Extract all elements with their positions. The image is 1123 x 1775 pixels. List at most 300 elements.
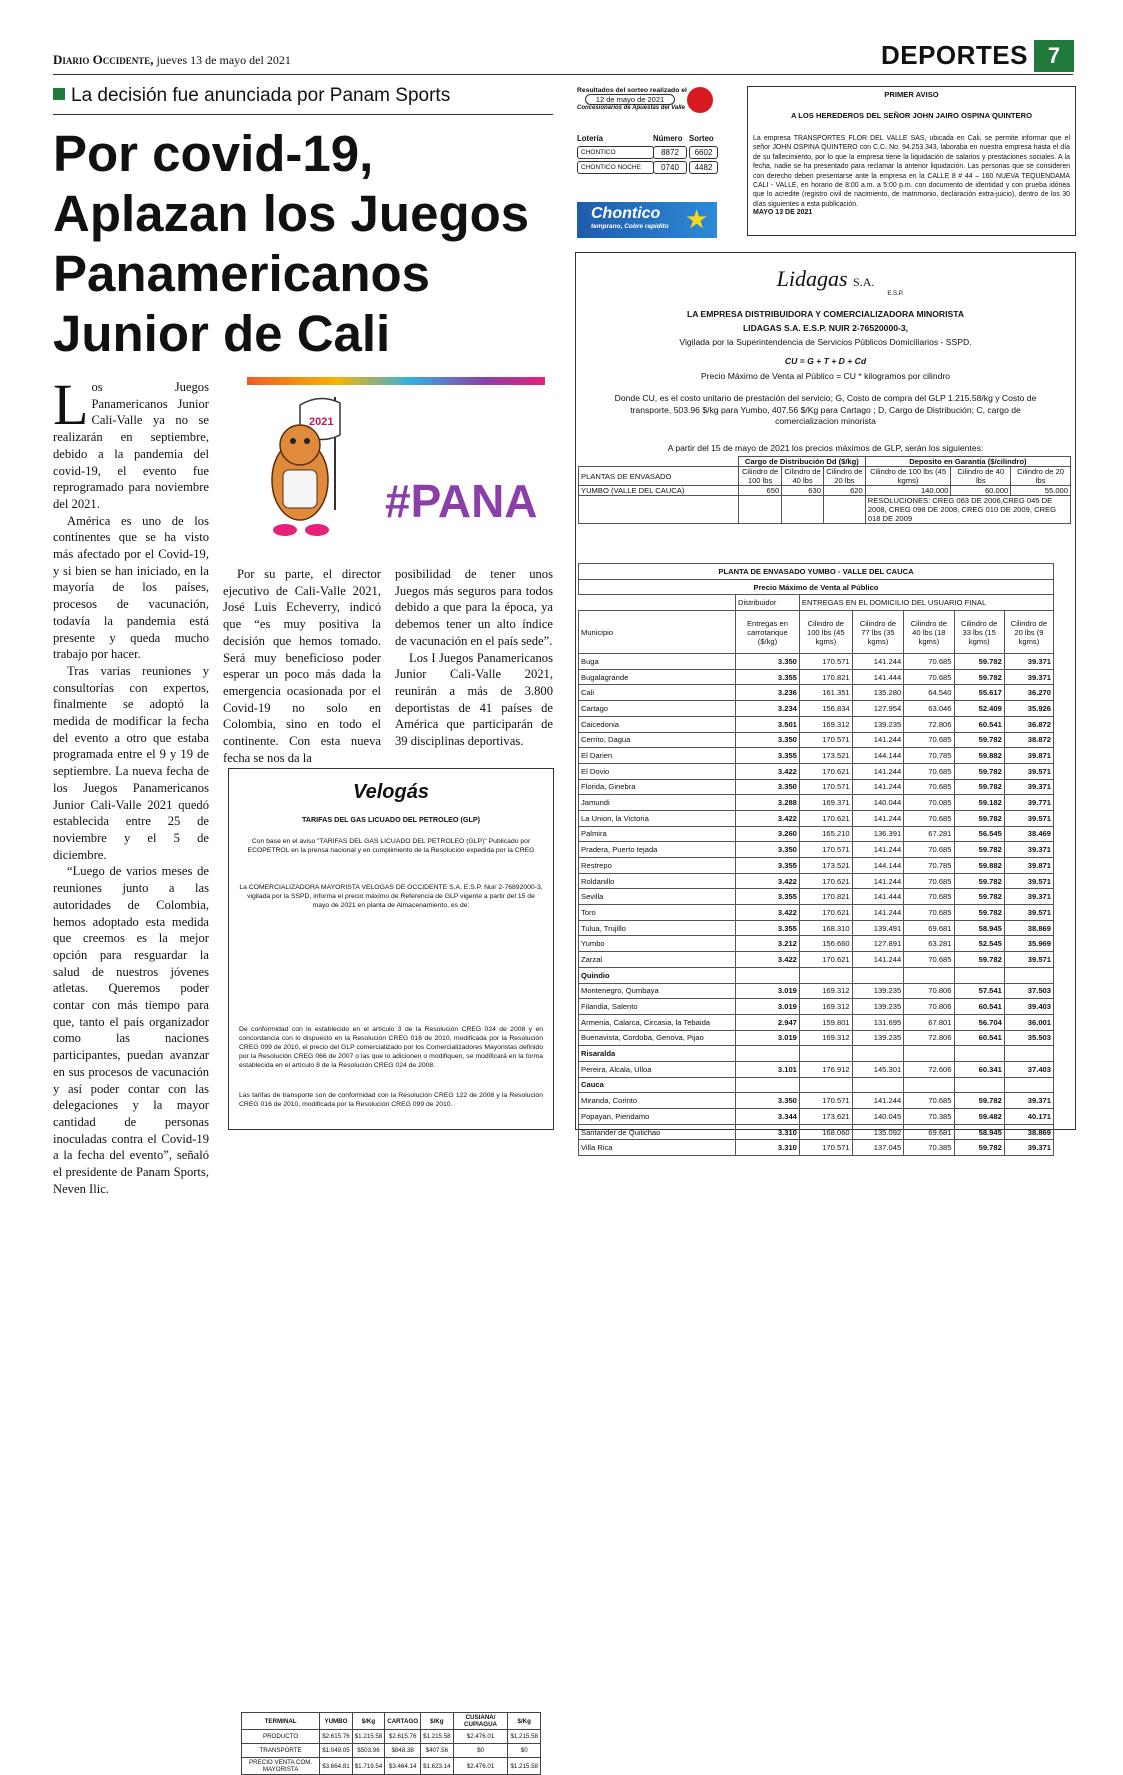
municipality-cell: El Darien — [579, 748, 736, 764]
price-cell: 56.545 — [954, 826, 1004, 842]
price-cell: 70.685 — [904, 732, 954, 748]
price-cell: 141.244 — [852, 810, 904, 826]
table-row — [579, 842, 1054, 858]
price-cell: 3.350 — [736, 779, 800, 795]
price-cell: 3.310 — [736, 1124, 800, 1140]
price-cell: 3.260 — [736, 826, 800, 842]
article-column-2 — [223, 566, 381, 766]
table-row — [579, 858, 1054, 874]
price-cell: 3.310 — [736, 1140, 800, 1156]
table-row — [579, 999, 1054, 1015]
municipality-cell: Zarzal — [579, 952, 736, 968]
price-cell — [904, 1077, 954, 1093]
price-cell: 70.385 — [904, 1140, 954, 1156]
lidagas-formula: CU = G + T + D + Cd — [784, 356, 867, 366]
price-cell: 176.912 — [799, 1061, 852, 1077]
price-cell: 59.782 — [954, 1093, 1004, 1109]
price-cell: 3.350 — [736, 732, 800, 748]
price-cell: 39.403 — [1004, 999, 1053, 1015]
price-cell: 139.491 — [852, 920, 904, 936]
price-cell: 3.019 — [736, 999, 800, 1015]
price-cell: 131.695 — [852, 1014, 904, 1030]
price-cell — [852, 967, 904, 983]
table-header-row: Distribuidor ENTREGAS EN EL DOMICILIO DEL USUARIO FINAL — [579, 595, 1054, 611]
price-cell: 70.685 — [904, 873, 954, 889]
price-cell: 72.806 — [904, 716, 954, 732]
velogas-paragraph: Las tarifas de transporte son de conformidad con la Resolución CREG 122 de 2008 y la Resolución CREG 016 de 2010, modificada por la Resolución CREG 099 de 2010. — [239, 1092, 543, 1108]
section-title: DEPORTES — [880, 40, 1028, 70]
lidagas-logo: Lidagas S.A. — [776, 266, 875, 291]
table-row — [579, 763, 1054, 779]
price-cell: 169.312 — [799, 1030, 852, 1046]
lottery-logo-icon — [687, 87, 713, 113]
price-cell: 170.621 — [799, 905, 852, 921]
table-title-row: PLANTA DE ENVASADO YUMBO - VALLE DEL CAUCA — [579, 564, 1054, 580]
price-cell: 59.782 — [954, 763, 1004, 779]
price-cell: 170.821 — [799, 669, 852, 685]
price-cell: 3.234 — [736, 701, 800, 717]
price-cell: 40.171 — [1004, 1109, 1053, 1125]
municipality-cell: Cerrito, Dagua — [579, 732, 736, 748]
price-cell: 156.834 — [799, 701, 852, 717]
kicker-square-icon — [53, 88, 65, 100]
price-cell: 141.244 — [852, 779, 904, 795]
article-paragraph: posibilidad de tener unos Juegos más seguros para todos debido a que para la época, ya debemos tener un alto índice de vacunación en el país sede”. — [395, 567, 553, 648]
municipality-cell: Miranda, Corinto — [579, 1093, 736, 1109]
price-cell: 38.869 — [1004, 920, 1053, 936]
price-cell — [736, 967, 800, 983]
table-header-row: Municipio Entregas en carrotanque ($/kg) Cilindro de 100 lbs (45 kgms) Cilindro de 77 lbs (35 kgms) Cilindro de 40 lbs (18 kgms) Cilindro de 33 lbs (15 kgms) Cilindro de 20 lbs (9 kgms) — [579, 611, 1054, 654]
table-row — [579, 1109, 1054, 1125]
price-cell: 145.301 — [852, 1061, 904, 1077]
price-cell: 70.385 — [904, 1109, 954, 1125]
table-row — [579, 889, 1054, 905]
municipality-cell: Buga — [579, 654, 736, 670]
price-cell — [736, 1077, 800, 1093]
price-cell: 36.270 — [1004, 685, 1053, 701]
municipality-cell: Cauca — [579, 1077, 736, 1093]
municipality-cell: Palmira — [579, 826, 736, 842]
price-cell — [954, 1046, 1004, 1062]
price-cell: 139.235 — [852, 999, 904, 1015]
price-cell: 63.046 — [904, 701, 954, 717]
mascot-shirt — [283, 470, 317, 508]
price-cell: 165.210 — [799, 826, 852, 842]
table-row: PRECIO VENTA COM. MAYORISTA $3.664.81 $1.719.54 $3.464.14 $1.623.14 $2.476.01 $1.215.58 — [242, 1758, 541, 1775]
price-cell: 39.871 — [1004, 858, 1053, 874]
price-cell: 168.310 — [799, 920, 852, 936]
notice-body: La empresa TRANSPORTES FLOR DEL VALLE SAS, ubicada en Cali, se permite informar que el señor JOHN OSPINA QUINTERO con C.C. No. 94.253.343, laboraba en nuestra empresa hasta el día de su fallecimiento, por lo que la empresa tiene la liquidación de salarios y prestaciones sociales. A la fecha, nadie se ha presentado para reclamar la anterior liquidación. Las personas que se consideren con derecho deben presentarse ante la empresa en la CALLE 8 # 44 – 160 NUEVA TEQUENDAMA CALI - VALLE, en horario de 8:00 a.m. a 5:00 p.m. con documento de identidad y con prueba idónea que lo acredite (registro civil de nacimiento, de matrimonio, declaración extra-juicio), dentro de los 30 días siguientes a esta publicación. — [753, 135, 1070, 208]
price-cell: 59.782 — [954, 732, 1004, 748]
price-cell: 39.771 — [1004, 795, 1053, 811]
price-cell: 3.422 — [736, 905, 800, 921]
table-header-row: PLANTAS DE ENVASADO Cilindro de 100 lbs Cilindro de 40 lbs Cilindro de 20 lbs Cilindro de 100 lbs (45 kgms) Cilindro de 40 lbs Cilindro de 20 lbs — [579, 467, 1071, 486]
price-cell: 170.621 — [799, 763, 852, 779]
table-row — [579, 1093, 1054, 1109]
lidagas-line: Precio Máximo de Venta al Público = CU * kilogramos por cilindro — [700, 371, 951, 381]
price-cell: 3.288 — [736, 795, 800, 811]
table-group-row — [579, 967, 1054, 983]
price-cell: 135.092 — [852, 1124, 904, 1140]
price-cell: 3.355 — [736, 748, 800, 764]
price-cell: 70.685 — [904, 889, 954, 905]
lidagas-line: LA EMPRESA DISTRIBUIDORA Y COMERCIALIZADORA MINORISTA — [686, 309, 965, 319]
price-cell: 3.344 — [736, 1109, 800, 1125]
table-row — [579, 669, 1054, 685]
table-header-row: TERMINAL YUMBO $/Kg CARTAGO $/Kg CUSIANA/ CUPIAGUA $/Kg — [242, 1713, 541, 1730]
price-cell: 39.371 — [1004, 842, 1053, 858]
price-cell: 173.521 — [799, 748, 852, 764]
hashtag-pana: #PANA — [385, 475, 538, 527]
price-cell: 38.469 — [1004, 826, 1053, 842]
lidagas-logo-esp: E.S.P. — [887, 291, 904, 297]
price-cell: 35.969 — [1004, 936, 1053, 952]
masthead — [53, 52, 291, 68]
price-cell: 3.355 — [736, 889, 800, 905]
price-cell — [1004, 967, 1053, 983]
price-cell: 72.606 — [904, 1061, 954, 1077]
price-cell: 169.312 — [799, 983, 852, 999]
price-cell: 140.045 — [852, 1109, 904, 1125]
municipality-cell: Quindio — [579, 967, 736, 983]
price-cell: 3.422 — [736, 952, 800, 968]
municipality-cell: Yumbo — [579, 936, 736, 952]
price-cell: 57.541 — [954, 983, 1004, 999]
table-row — [579, 496, 1071, 524]
drop-cap: L — [53, 372, 89, 437]
municipality-cell: Sevilla — [579, 889, 736, 905]
price-cell: 52.409 — [954, 701, 1004, 717]
price-cell: 59.782 — [954, 810, 1004, 826]
velogas-logo: Velogás — [353, 781, 429, 803]
table-row — [579, 1061, 1054, 1077]
table-row: PRODUCTO $2.615.76 $1.215.58 $2.615.76 $1.215.58 $2.476.01 $1.215.58 — [242, 1730, 541, 1744]
price-cell: 70.685 — [904, 669, 954, 685]
price-cell — [799, 1077, 852, 1093]
price-cell — [1004, 1046, 1053, 1062]
price-cell — [954, 1077, 1004, 1093]
price-cell — [954, 967, 1004, 983]
flag-year: 2021 — [309, 416, 334, 428]
lottery-results — [577, 87, 717, 252]
table-row — [579, 936, 1054, 952]
price-cell: 58.945 — [954, 1124, 1004, 1140]
price-cell: 72.806 — [904, 1030, 954, 1046]
price-cell: 127.891 — [852, 936, 904, 952]
velogas-price-table — [241, 1712, 541, 1775]
price-cell: 3.212 — [736, 936, 800, 952]
price-cell: 170.621 — [799, 810, 852, 826]
price-cell: 2.947 — [736, 1014, 800, 1030]
table-row — [579, 716, 1054, 732]
table-row: TRANSPORTE $1.049.05 $503.96 $848.38 $407.56 $0 $0 — [242, 1744, 541, 1758]
price-cell: 67.281 — [904, 826, 954, 842]
article-headline: Por covid-19, Aplazan los Juegos Panamericanos Junior de Cali — [53, 125, 530, 362]
price-cell: 59.782 — [954, 952, 1004, 968]
price-cell: 70.806 — [904, 983, 954, 999]
price-cell: 59.182 — [954, 795, 1004, 811]
page-number: 7 — [1034, 40, 1074, 72]
price-cell: 70.685 — [904, 1093, 954, 1109]
table-row — [579, 1124, 1054, 1140]
article-paragraph: “Luego de varios meses de reuniones junto a las autoridades de Colombia, hemos adoptado esta medida que creemos es la mejor opción para resguardar la salud de nuestros jóvenes atletas. Queremos poder contar con más tiempo para que, tanto el país organizador como las naciones participantes, puedan avanzar en sus procesos de vacunación y así poder contar con las delegaciones y la mayor cantidad de personas inoculadas contra el Covid-19 a la fecha del evento”, señaló el presidente de Panam Sports, Neven Ilic. — [53, 864, 209, 1196]
price-cell: 156.660 — [799, 936, 852, 952]
chontico-slogan: temprano, Cobre rapidito — [591, 223, 669, 230]
article-paragraph: América es uno de los continentes que se ha visto más afectado por el Covid-19, y si bien se han iniciado, en la mayoría de los países, procesos de vacunación, todavía la pandemia está presente y queda mucho trabajo por hacer. — [53, 513, 209, 662]
table-row — [579, 920, 1054, 936]
price-cell: 3.019 — [736, 983, 800, 999]
price-cell: 63.281 — [904, 936, 954, 952]
price-cell: 38.872 — [1004, 732, 1053, 748]
price-cell: 59.782 — [954, 905, 1004, 921]
price-cell: 35.503 — [1004, 1030, 1053, 1046]
municipality-cell: Buenavista, Cordoba, Genova, Pijao — [579, 1030, 736, 1046]
resolutions-note: RESOLUCIONES: CREG 063 DE 2006,CREG 045 DE 2008, CREG 098 DE 2008, CREG 010 DE 2009, CREG 018 DE 2009 — [865, 496, 1070, 524]
municipality-cell: Pradera, Puerto tejada — [579, 842, 736, 858]
kicker-divider — [53, 114, 553, 115]
chontico-banner — [577, 202, 717, 238]
municipality-cell: Tulua, Trujillo — [579, 920, 736, 936]
velogas-paragraph: Con base en el aviso "TARIFAS DEL GAS LICUADO DEL PETROLEO (GLP)" Publicado por ECOPETROL en la prensa nacional y en cumplimiento de la Resolución expedida por la CREG — [247, 838, 535, 854]
header-divider — [53, 74, 1073, 75]
price-cell: 39.871 — [1004, 748, 1053, 764]
article-paragraph: Tras varias reuniones y consultorías con expertos, finalmente se adoptó la medida de modificar la fecha del evento a otro que estaba programada entre el 9 y 19 de septiembre. La nueva fecha de los Juegos Panamericanos Junior Cali-Valle 2021 quedó establecida entre 25 de noviembre y el 5 de diciembre. — [53, 663, 209, 862]
price-cell: 170.821 — [799, 889, 852, 905]
price-cell — [1004, 1077, 1053, 1093]
price-cell: 39.371 — [1004, 889, 1053, 905]
municipality-cell: Risaralda — [579, 1046, 736, 1062]
price-cell: 173.521 — [799, 858, 852, 874]
mascot-illustration — [245, 375, 550, 560]
price-cell: 170.571 — [799, 1093, 852, 1109]
price-cell: 59.782 — [954, 842, 1004, 858]
notice-title: PRIMER AVISO — [884, 90, 939, 99]
velogas-paragraph: La COMERCIALIZADORA MAYORISTA VELOGAS DE OCCIDENTE S.A. E.S.P. Nuir 2-76892000-3, vigilada por la SSPD, informa el precio máximo de Referencia de GLP vigente a partir del 15 de mayo de 2021 en planta de Almacenamiento, es de: — [239, 884, 543, 909]
price-cell — [799, 967, 852, 983]
table-group-row — [579, 1046, 1054, 1062]
price-cell: 36.872 — [1004, 716, 1053, 732]
price-cell: 39.371 — [1004, 654, 1053, 670]
price-cell — [852, 1077, 904, 1093]
price-cell: 170.621 — [799, 952, 852, 968]
price-cell: 59.782 — [954, 889, 1004, 905]
price-cell — [904, 967, 954, 983]
price-cell: 136.391 — [852, 826, 904, 842]
notice-date: MAYO 13 DE 2021 — [753, 209, 813, 217]
issue-date: jueves 13 de mayo del 2021 — [156, 53, 291, 67]
mascot-head — [280, 425, 320, 465]
price-cell: 59.882 — [954, 748, 1004, 764]
price-cell: 141.244 — [852, 1093, 904, 1109]
price-cell: 141.244 — [852, 842, 904, 858]
price-cell: 69.681 — [904, 920, 954, 936]
price-cell: 59.782 — [954, 669, 1004, 685]
price-cell: 35.926 — [1004, 701, 1053, 717]
price-cell: 3.501 — [736, 716, 800, 732]
price-cell: 59.482 — [954, 1109, 1004, 1125]
price-cell: 169.312 — [799, 999, 852, 1015]
table-row — [579, 873, 1054, 889]
lidagas-line: Vigilada por la Superintendencia de Servicios Públicos Domiciliarios - SSPD. — [679, 337, 972, 347]
price-cell: 60.541 — [954, 1030, 1004, 1046]
price-cell: 59.782 — [954, 873, 1004, 889]
price-cell: 58.945 — [954, 920, 1004, 936]
article-kicker — [53, 85, 450, 107]
municipality-cell: Popayan, Piendamo — [579, 1109, 736, 1125]
lidagas-line: A partir del 15 de mayo de 2021 los precios máximos de GLP, serán los siguientes: — [667, 443, 984, 453]
municipality-cell: Montenegro, Qumbaya — [579, 983, 736, 999]
price-cell: 168.060 — [799, 1124, 852, 1140]
price-cell: 139.235 — [852, 983, 904, 999]
municipality-cell: Villa Rica — [579, 1140, 736, 1156]
price-cell: 141.444 — [852, 669, 904, 685]
velogas-title: TARIFAS DEL GAS LICUADO DEL PETROLEO (GLP) — [301, 815, 481, 824]
price-cell: 56.704 — [954, 1014, 1004, 1030]
price-cell: 70.685 — [904, 842, 954, 858]
municipality-cell: El Dovio — [579, 763, 736, 779]
price-cell: 70.685 — [904, 654, 954, 670]
notice-subtitle: A LOS HEREDEROS DEL SEÑOR JOHN JAIRO OSPINA QUINTERO — [790, 111, 1033, 120]
price-cell: 170.571 — [799, 732, 852, 748]
table-row — [579, 905, 1054, 921]
price-cell: 140.044 — [852, 795, 904, 811]
table-row — [579, 685, 1054, 701]
municipality-cell: Santander de Quilichao — [579, 1124, 736, 1140]
municipality-cell: Roldanillo — [579, 873, 736, 889]
price-cell — [904, 1046, 954, 1062]
price-cell: 139.235 — [852, 1030, 904, 1046]
table-header-row: Cargo de Distribución Dd ($/kg) Deposito en Garantía ($/cilindro) — [579, 457, 1071, 467]
price-cell: 39.571 — [1004, 810, 1053, 826]
rainbow-band — [247, 377, 545, 385]
price-cell: 70.785 — [904, 858, 954, 874]
price-cell: 3.422 — [736, 810, 800, 826]
price-cell: 3.422 — [736, 763, 800, 779]
municipality-cell: Toro — [579, 905, 736, 921]
price-cell: 144.144 — [852, 748, 904, 764]
price-cell: 70.685 — [904, 905, 954, 921]
price-cell: 135.280 — [852, 685, 904, 701]
lidagas-line: LIDAGAS S.A. E.S.P. NUIR 2-76520000-3, — [742, 323, 909, 333]
table-row — [579, 952, 1054, 968]
table-row — [579, 701, 1054, 717]
lidagas-line: Donde CU, es el costo unitario de prestación del servicio; G, Costo de compra del GLP 1.215.58/kg y Costo de transporte, 503.96 $/kg para Yumbo, 407.56 $/Kg para Cartago ; D, Cargo de Distribución; C, cargo de comercializacion minorista — [614, 393, 1037, 426]
price-cell: 64.540 — [904, 685, 954, 701]
price-cell: 141.244 — [852, 905, 904, 921]
municipality-cell: Cartago — [579, 701, 736, 717]
table-row — [579, 779, 1054, 795]
price-cell: 39.571 — [1004, 905, 1053, 921]
municipality-cell: Jamundi — [579, 795, 736, 811]
legal-notice — [747, 86, 1076, 236]
star-icon: ★ — [685, 204, 709, 234]
lottery-row: CHONTICO 8872 6602 — [577, 146, 717, 159]
price-cell: 39.571 — [1004, 763, 1053, 779]
price-cell: 159.801 — [799, 1014, 852, 1030]
price-cell: 3.355 — [736, 669, 800, 685]
table-row — [579, 826, 1054, 842]
lottery-row: CHONTICO NOCHE 0740 4482 — [577, 161, 717, 174]
price-cell: 141.244 — [852, 873, 904, 889]
price-cell: 70.806 — [904, 999, 954, 1015]
price-cell: 39.371 — [1004, 1093, 1053, 1109]
price-cell: 170.621 — [799, 873, 852, 889]
price-cell: 37.403 — [1004, 1061, 1053, 1077]
price-cell — [852, 1046, 904, 1062]
article-paragraph: Los Juegos Panamericanos Junior Cali-Valle ya no se realizarán en septiembre, debido a la pandemia del covid-19, el evento fue reprogramado para noviembre del 2021. — [53, 372, 209, 511]
price-cell: 38.869 — [1004, 1124, 1053, 1140]
price-cell: 3.350 — [736, 842, 800, 858]
price-cell: 173.621 — [799, 1109, 852, 1125]
kicker-text: La decisión fue anunciada por Panam Sports — [71, 85, 451, 106]
price-cell: 39.371 — [1004, 1140, 1053, 1156]
municipality-cell: Armenia, Calarca, Circasia, la Tebaida — [579, 1014, 736, 1030]
price-cell: 70.685 — [904, 952, 954, 968]
lottery-table-header: Lotería Número Sorteo — [577, 134, 714, 143]
price-by-municipality-table — [578, 563, 1054, 1156]
price-cell — [799, 1046, 852, 1062]
price-cell: 141.244 — [852, 763, 904, 779]
municipality-cell: Pereira, Alcala, Ulloa — [579, 1061, 736, 1077]
lidagas-notice — [575, 252, 1076, 1153]
price-cell: 170.571 — [799, 779, 852, 795]
table-row — [579, 732, 1054, 748]
table-row — [579, 1014, 1054, 1030]
price-cell: 141.244 — [852, 732, 904, 748]
price-cell: 170.571 — [799, 1140, 852, 1156]
table-row — [579, 795, 1054, 811]
price-cell: 36.001 — [1004, 1014, 1053, 1030]
municipality-cell: Bugalagrande — [579, 669, 736, 685]
price-cell: 59.882 — [954, 858, 1004, 874]
price-cell: 141.244 — [852, 952, 904, 968]
price-cell: 59.782 — [954, 1140, 1004, 1156]
chontico-logo: Chontico — [591, 205, 661, 222]
price-cell: 39.571 — [1004, 952, 1053, 968]
price-cell: 127.954 — [852, 701, 904, 717]
municipality-cell: Filandia, Salento — [579, 999, 736, 1015]
table-subtitle-row: Precio Máximo de Venta al Público — [579, 579, 1054, 595]
price-cell: 70.685 — [904, 810, 954, 826]
article-paragraph: Por su parte, el director ejecutivo de Cali-Valle 2021, José Luis Echeverry, indicó que “es muy positiva la decisión que hemos tomado. Será muy beneficioso poder esperar un poco más dada la emergencia ocasionada por el Covid-19 no solo en Colombia, sino en todo el continente. Con esta nueva fecha se nos da la — [223, 567, 381, 765]
price-cell: 170.571 — [799, 842, 852, 858]
article-paragraph: Los I Juegos Panamericanos Junior Cali-Valle 2021, reunirán a más de 3.800 deportistas de 41 países de América que participarán de 39 disciplinas deportivas. — [395, 650, 553, 749]
table-row — [579, 983, 1054, 999]
article-column-3 — [395, 566, 553, 750]
price-cell: 3.355 — [736, 920, 800, 936]
price-cell: 3.422 — [736, 873, 800, 889]
municipality-cell: Caicedonia — [579, 716, 736, 732]
price-cell: 161.351 — [799, 685, 852, 701]
price-cell: 60.541 — [954, 999, 1004, 1015]
price-cell: 55.617 — [954, 685, 1004, 701]
price-cell: 59.782 — [954, 779, 1004, 795]
municipality-cell: Florida, Ginebra — [579, 779, 736, 795]
price-cell: 70.785 — [904, 748, 954, 764]
table-row — [579, 654, 1054, 670]
price-cell: 141.444 — [852, 889, 904, 905]
price-cell: 3.101 — [736, 1061, 800, 1077]
price-cell: 3.350 — [736, 1093, 800, 1109]
article-column-1 — [53, 372, 209, 1197]
price-cell: 70.685 — [904, 763, 954, 779]
price-cell: 169.312 — [799, 716, 852, 732]
price-cell: 170.571 — [799, 654, 852, 670]
municipality-cell: Cali — [579, 685, 736, 701]
price-cell: 60.341 — [954, 1061, 1004, 1077]
price-cell: 144.144 — [852, 858, 904, 874]
velogas-notice — [228, 768, 554, 1773]
